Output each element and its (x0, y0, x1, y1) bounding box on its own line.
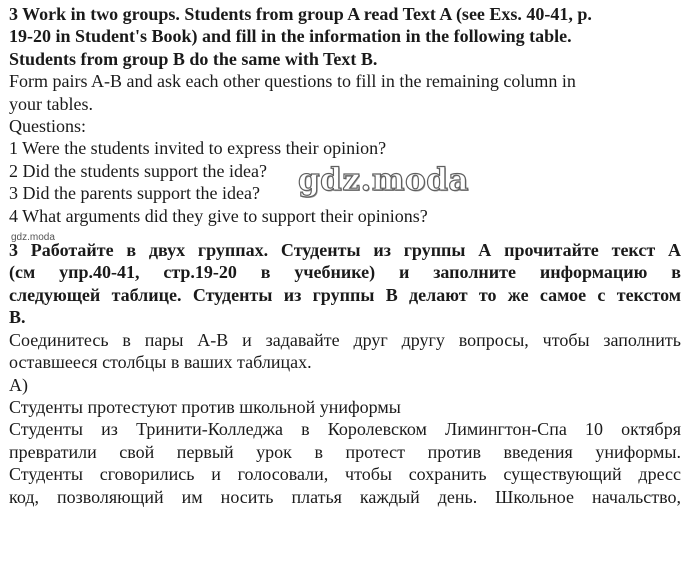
question-3: 3 Did the parents support the idea? (9, 183, 260, 204)
body-line-3: Студенты сговорились и голосовали, чтобы сохранить существующий дресс (9, 464, 681, 485)
section-label: А) (9, 374, 28, 395)
question-2: 2 Did the students support the idea? (9, 160, 267, 181)
page-content (9, 3, 681, 508)
question-4: 4 What arguments did they give to support their opinions? (9, 205, 428, 226)
body-line-1: Студенты из Тринити-Колледжа в Королевском Лимингтон-Спа 10 октября (9, 419, 681, 440)
exercise-heading-ru-line-3: следующей таблице. Студенты из группы В делают то же самое с текстом (9, 284, 681, 305)
exercise-heading-ru-line-2: (см упр.40-41, стр.19-20 в учебнике) и заполните информацию в (9, 262, 681, 283)
questions-label: Questions: (9, 116, 87, 137)
exercise-heading-en-line-1: 3 Work in two groups. Students from group A read Text A (see Exs. 40-41, p. (9, 4, 592, 24)
instruction-en-line-1: Form pairs A-B and ask each other questions to fill in the remaining column in (9, 71, 576, 92)
spacer (9, 227, 681, 239)
exercise-heading-ru-line-4: В. (9, 307, 26, 328)
instruction-ru-line-1: Соединитесь в пары А-В и задавайте друг другу вопросы, чтобы заполнить (9, 329, 681, 350)
body-line-2: превратили свой первый урок в протест против введения униформы. (9, 441, 681, 462)
instruction-en-line-2: your tables. (9, 93, 93, 114)
watermark-small: gdz.moda (11, 232, 55, 243)
watermark-logo: gdz.moda (298, 162, 469, 198)
exercise-heading-en-line-3: Students from group B do the same with Text B. (9, 48, 378, 69)
question-1: 1 Were the students invited to express their opinion? (9, 138, 387, 159)
instruction-ru-line-2: оставшееся столбцы в ваших таблицах. (9, 352, 312, 373)
text-title: Студенты протестуют против школьной униформы (9, 396, 401, 417)
body-line-4: код, позволяющий им носить платья каждый день. Школьное начальство, (9, 486, 681, 507)
exercise-heading-en-line-2: 19-20 in Student's Book) and fill in the information in the following table. (9, 26, 572, 47)
exercise-heading-ru-line-1: 3 Работайте в двух группах. Студенты из группы А прочитайте текст А (9, 240, 681, 261)
